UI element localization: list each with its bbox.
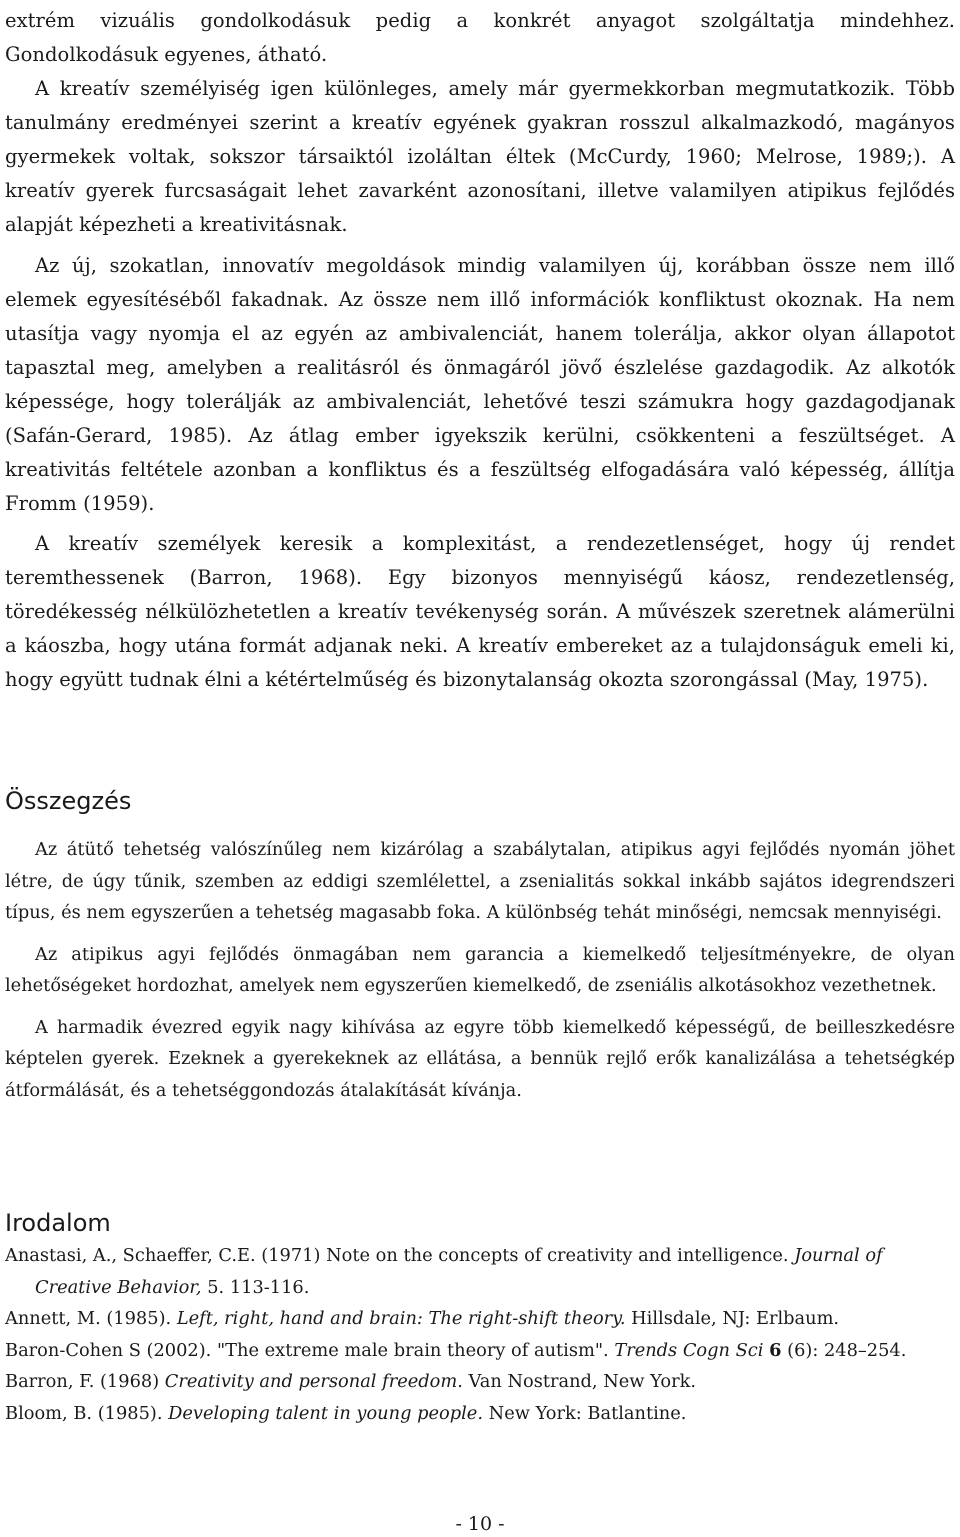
- section-heading-references: Irodalom: [5, 1209, 111, 1237]
- reference-item: Baron-Cohen S (2002). "The extreme male brain theory of autism". Trends Cogn Sci 6 (6): 248–254.: [5, 1339, 907, 1361]
- reference-item: Barron, F. (1968) Creativity and personal freedom. Van Nostrand, New York.: [5, 1371, 696, 1392]
- summary-section: [5, 786, 955, 1106]
- section-heading-summary: Összegzés: [5, 787, 132, 815]
- paragraph-continued: extrém vizuális gondolkodásuk pedig a konkrét anyagot szolgáltatja mindehhez. Gondolkodásuk egyenes, átható.: [5, 9, 955, 66]
- summary-paragraph: Az átütő tehetség valószínűleg nem kizárólag a szabálytalan, atipikus agyi fejlődés nyomán jöhet létre, de úgy tűnik, szemben az eddigi szemlélettel, a zsenialitás sokkal inkább sajátos idegrendszeri típus, és nem egyszerűen a tehetség magasabb foka. A különbség tehát minőségi, nemcsak mennyiségi.: [5, 839, 955, 923]
- paragraph: Az új, szokatlan, innovatív megoldások mindig valamilyen új, korábban össze nem illő elemek egyesítéséből fakadnak. Az össze nem illő információk konfliktust okoznak. Ha nem utasítja vagy nyomja el az egyén az ambivalenciát, hanem tolerálja, akkor olyan állapotot tapasztal meg, amelyben a realitásról és önmagáról jövő észlelése gazdagodik. Az alkotók képessége, hogy tolerálják az ambivalenciát, lehetővé teszi számukra hogy gazdagodjanak (Safán-Gerard, 1985). Az átlag ember igyekszik kerülni, csökkenteni a feszültséget. A kreativitás feltétele azonban a konfliktus és a feszültség elfogadására való képesség, állítja Fromm (1959).: [5, 254, 955, 515]
- reference-item: Bloom, B. (1985). Developing talent in young people. New York: Batlantine.: [5, 1402, 687, 1424]
- page-number: - 10 -: [455, 1513, 505, 1535]
- references-section: [5, 1208, 955, 1429]
- summary-paragraph: A harmadik évezred egyik nagy kihívása az egyre több kiemelkedő képességű, de beilleszkedésre képtelen gyerek. Ezeknek a gyerekeknek az ellátása, a bennük rejlő erők kanalizálása a tehetségkép átformálását, és a tehetséggondozás átalakítását kívánja.: [5, 1016, 955, 1101]
- paragraph: A kreatív személyiség igen különleges, amely már gyermekkorban megmutatkozik. Több tanulmány eredményei szerint a kreatív egyének gyakran rosszul alkalmazkodó, magányos gyermekek voltak, sokszor társaiktól izoláltan éltek (McCurdy, 1960; Melrose, 1989;). A kreatív gyerek furcsaságait lehet zavarként azonosítani, illetve valamilyen atipikus fejlődés alapját képezheti a kreativitásnak.: [5, 77, 955, 236]
- reference-item: Anastasi, A., Schaeffer, C.E. (1971) Note on the concepts of creativity and intelligence. Journal of Creative Behavior, 5. 113-116.: [5, 1245, 883, 1298]
- summary-paragraph: Az atipikus agyi fejlődés önmagában nem garancia a kiemelkedő teljesítményekre, de olyan lehetőségeket hordozhat, amelyek nem egyszerűen kiemelkedő, de zseniális alkotásokhoz vezethetnek.: [5, 943, 955, 996]
- paragraph: A kreatív személyek keresik a komplexitást, a rendezetlenséget, hogy új rendet teremthessenek (Barron, 1968). Egy bizonyos mennyiségű káosz, rendezetlenség, töredékesség nélkülözhetetlen a kreatív tevékenység során. A művészek szeretnek alámerülni a káoszba, hogy utána formát adjanak neki. A kreatív embereket az a tulajdonságuk emeli ki, hogy együtt tudnak élni a kétértelműség és bizonytalanság okozta szorongással (May, 1975).: [5, 532, 955, 691]
- reference-item: Annett, M. (1985). Left, right, hand and brain: The right-shift theory. Hillsdale, NJ: Erlbaum.: [5, 1308, 840, 1329]
- body-text: [5, 4, 955, 697]
